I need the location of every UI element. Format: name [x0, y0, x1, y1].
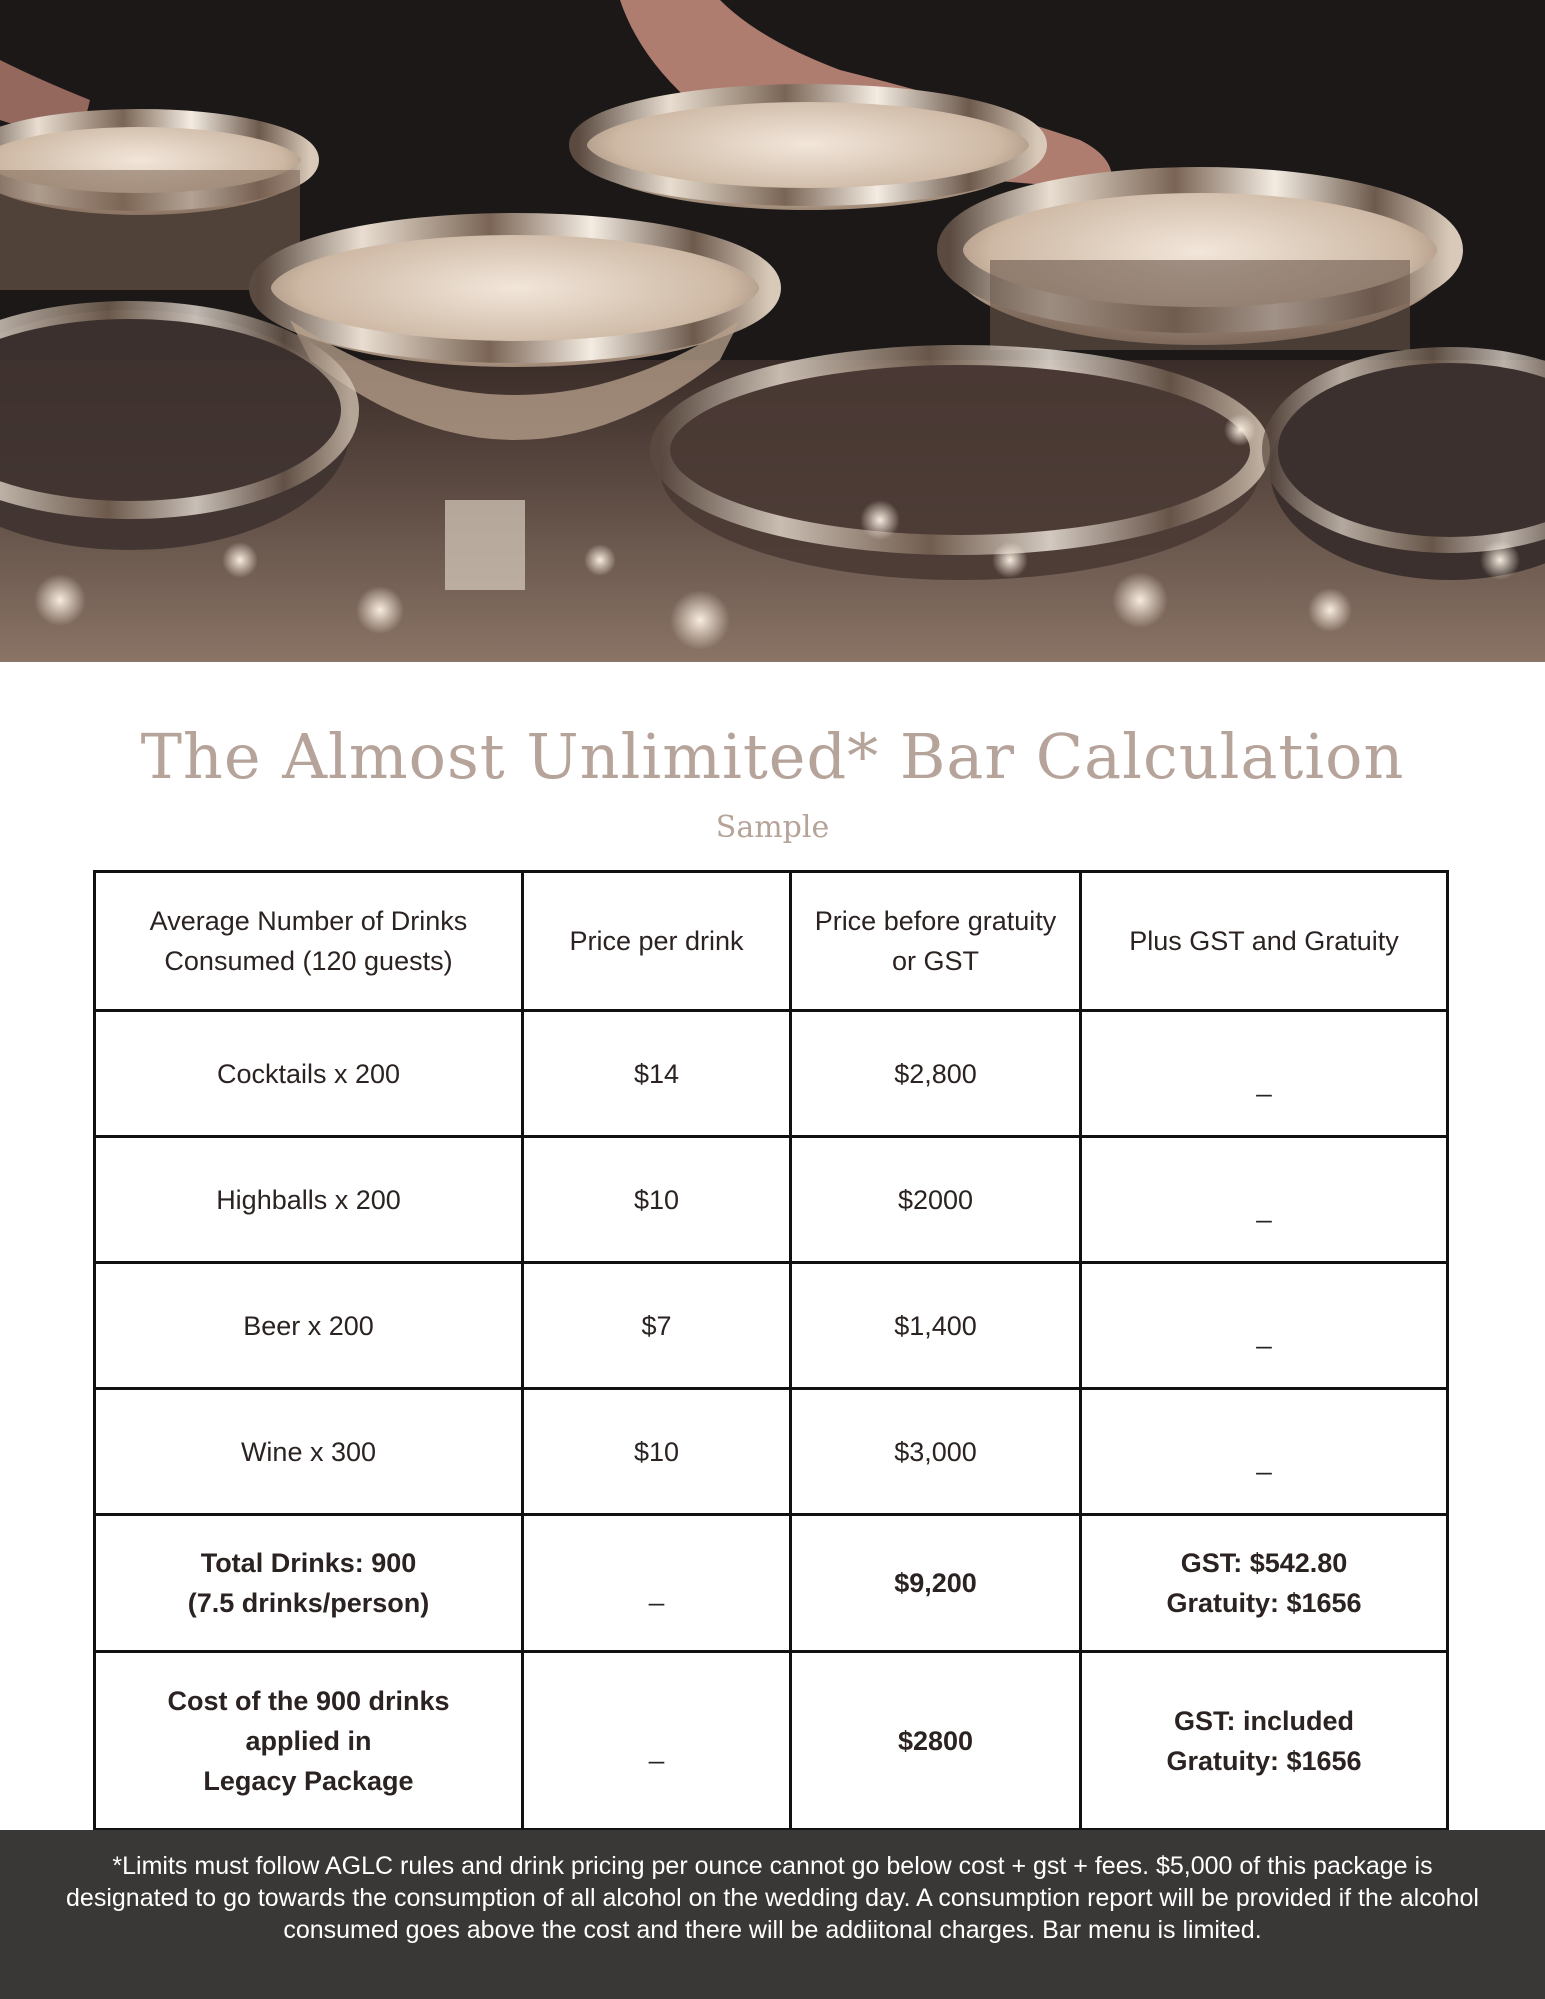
price-per-drink-cell: $14: [523, 1011, 791, 1137]
table-row: [95, 1263, 1448, 1389]
price-per-drink-cell: [523, 1515, 791, 1652]
total-drinks-cell: [95, 1515, 523, 1652]
drink-item-cell: Highballs x 200: [95, 1137, 523, 1263]
legacy-label-line2: applied in: [245, 1725, 372, 1756]
footer-disclaimer: [0, 1830, 1545, 1999]
drink-item-cell: Wine x 300: [95, 1389, 523, 1515]
column-header: Average Number of Drinks Consumed (120 guests): [95, 872, 523, 1011]
total-row: [95, 1515, 1448, 1652]
total-drinks-label: Total Drinks: 900: [200, 1548, 417, 1578]
subtotal-cell: $2000: [791, 1137, 1081, 1263]
empty-marker: _: [1256, 1444, 1272, 1475]
drink-item-cell: Cocktails x 200: [95, 1011, 523, 1137]
table-header-row: [95, 872, 1448, 1011]
subtotal-cell: $1,400: [791, 1263, 1081, 1389]
drink-item-cell: Beer x 200: [95, 1263, 523, 1389]
column-header: Price before gratuity or GST: [791, 872, 1081, 1011]
empty-marker: _: [648, 1733, 665, 1764]
gst-gratuity-cell: [1081, 1011, 1448, 1137]
gst-included: GST: included: [1173, 1705, 1354, 1736]
price-per-drink-cell: $10: [523, 1389, 791, 1515]
bar-calculation-table: [93, 870, 1449, 1831]
legacy-subtotal-cell: $2800: [791, 1652, 1081, 1830]
gratuity-amount: Gratuity: $1656: [1166, 1588, 1362, 1618]
disclaimer-text: *Limits must follow AGLC rules and drink pricing per ounce cannot go below cost + gst + fees. $5,000 of this package is designated to go towards the consumption of all alcohol on the wedding day. A consumption report will be provided if the alcohol consumed goes above the cost and there will be addiitonal charges. Bar menu is limited.: [66, 1852, 1479, 1944]
legacy-package-cell: [95, 1652, 523, 1830]
gst-amount: GST: $542.80: [1180, 1548, 1348, 1578]
gst-gratuity-cell: [1081, 1263, 1448, 1389]
column-header: Price per drink: [523, 872, 791, 1011]
table-row: [95, 1389, 1448, 1515]
hero-photo-champagne-glasses: [0, 0, 1545, 662]
subtotal-cell: $2,800: [791, 1011, 1081, 1137]
gst-gratuity-cell: [1081, 1389, 1448, 1515]
total-gst-gratuity-cell: [1081, 1515, 1448, 1652]
empty-marker: _: [1256, 1318, 1272, 1349]
legacy-label-line1: Cost of the 900 drinks: [167, 1685, 450, 1716]
table-row: [95, 1011, 1448, 1137]
gratuity-amount: Gratuity: $1656: [1166, 1745, 1362, 1776]
gst-gratuity-cell: [1081, 1137, 1448, 1263]
legacy-package-row: [95, 1652, 1448, 1830]
drinks-per-person: (7.5 drinks/person): [187, 1588, 430, 1618]
empty-marker: _: [1256, 1192, 1272, 1223]
empty-marker: _: [648, 1576, 665, 1606]
page-subtitle: Sample: [715, 810, 830, 845]
legacy-gst-gratuity-cell: [1081, 1652, 1448, 1830]
price-per-drink-cell: $7: [523, 1263, 791, 1389]
total-subtotal-cell: $9,200: [791, 1515, 1081, 1652]
price-per-drink-cell: $10: [523, 1137, 791, 1263]
subtotal-cell: $3,000: [791, 1389, 1081, 1515]
price-per-drink-cell: [523, 1652, 791, 1830]
legacy-label-line3: Legacy Package: [203, 1765, 414, 1796]
column-header: Plus GST and Gratuity: [1081, 872, 1448, 1011]
page-title: The Almost Unlimited* Bar Calculation: [140, 720, 1405, 793]
table-row: [95, 1137, 1448, 1263]
empty-marker: _: [1256, 1066, 1272, 1097]
